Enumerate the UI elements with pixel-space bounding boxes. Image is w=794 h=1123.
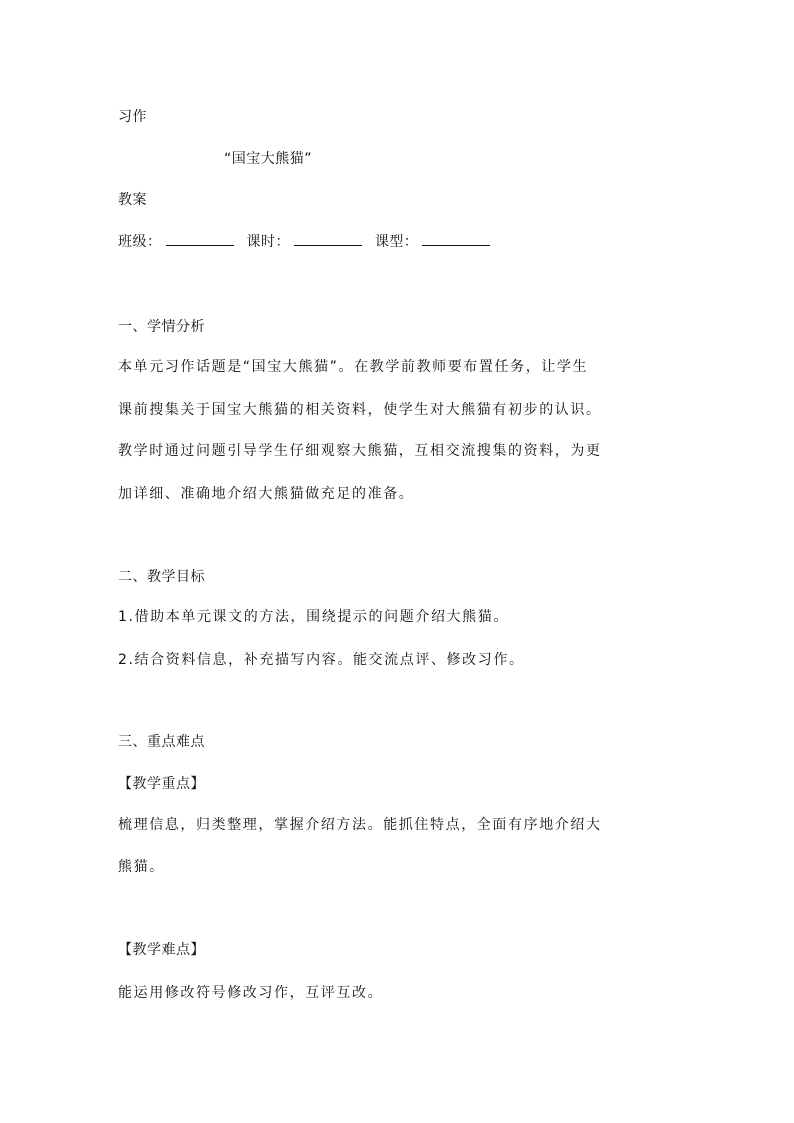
goals-heading: 二、教学目标 xyxy=(118,569,205,585)
difficulty-line: 能运用修改符号修改习作，互评互改。 xyxy=(118,985,384,1001)
difficulty-label: 【教学难点】 xyxy=(118,942,205,958)
analysis-line: 教学时通过问题引导学生仔细观察大熊猫，互相交流搜集的资料，为更 xyxy=(118,443,602,459)
period-label: 课时： xyxy=(246,234,290,250)
doc-title: “国宝大熊猫” xyxy=(224,151,313,167)
analysis-line: 加详细、准确地介绍大熊猫做充足的准备。 xyxy=(118,486,415,502)
focus-line: 梳理信息，归类整理，掌握介绍方法。能抓住特点，全面有序地介绍大 xyxy=(118,817,602,833)
goal-item: 1.借助本单元课文的方法，围绕提示的问题介绍大熊猫。 xyxy=(118,609,509,625)
analysis-heading: 一、学情分析 xyxy=(118,319,205,335)
class-blank xyxy=(166,232,234,246)
doc-type: 教案 xyxy=(118,192,147,208)
lesson-type-blank xyxy=(422,232,490,246)
doc-category: 习作 xyxy=(118,109,147,125)
period-blank xyxy=(294,232,362,246)
lesson-type-label: 课型： xyxy=(374,234,419,250)
focus-label: 【教学重点】 xyxy=(118,776,205,792)
analysis-line: 课前搜集关于国宝大熊猫的相关资料，使学生对大熊猫有初步的认识。 xyxy=(118,402,602,418)
goal-item: 2.结合资料信息，补充描写内容。能交流点评、修改习作。 xyxy=(118,652,525,668)
analysis-line: 本单元习作话题是“国宝大熊猫”。在教学前教师要布置任务，让学生 xyxy=(118,359,589,375)
focus-line: 熊猫。 xyxy=(118,859,165,875)
key-points-heading: 三、重点难点 xyxy=(118,734,205,750)
class-label: 班级： xyxy=(118,234,162,250)
meta-row xyxy=(118,232,498,252)
